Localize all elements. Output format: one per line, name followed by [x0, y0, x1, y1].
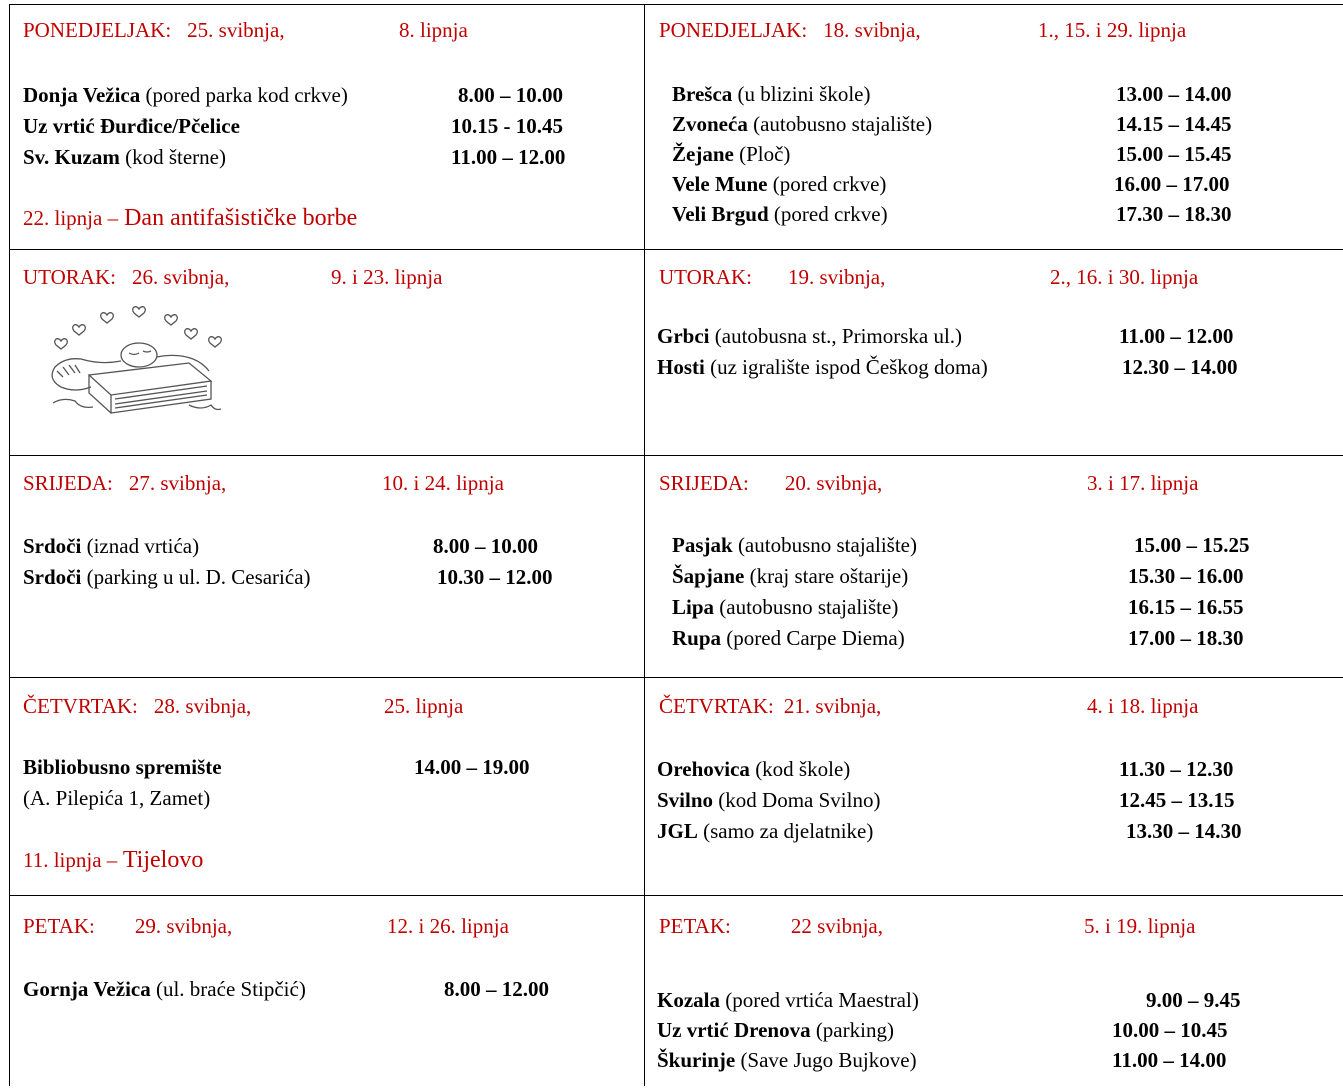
stop-time: 9.00 – 9.45	[1146, 988, 1241, 1012]
cell-right-friday	[644, 895, 1343, 1086]
day-heading: ČETVRTAK: 28. svibnja,	[23, 694, 252, 718]
cell-right-tuesday	[644, 249, 1343, 455]
cell-right-wednesday	[644, 455, 1343, 677]
stop-row: Brešca (u blizini škole)	[672, 82, 871, 106]
stop-row: Žejane (Ploč)	[672, 142, 791, 166]
stop-row: JGL (samo za djelatnike)	[657, 819, 874, 843]
day-heading: SRIJEDA: 27. svibnja,	[23, 471, 227, 495]
cell-left-wednesday	[9, 455, 644, 677]
day-heading: PONEDJELJAK: 18. svibnja,	[659, 18, 921, 42]
stop-time: 14.00 – 19.00	[414, 755, 530, 779]
stop-row: Pasjak (autobusno stajalište)	[672, 533, 917, 557]
holiday-note: 11. lipnja – Tijelovo	[23, 847, 204, 873]
stop-row: Bibliobusno spremište	[23, 755, 222, 779]
stop-row: Donja Vežica (pored parka kod crkve)	[23, 83, 348, 107]
day-dates: 10. i 24. lipnja	[382, 471, 504, 495]
stop-row: Grbci (autobusna st., Primorska ul.)	[657, 324, 963, 348]
stop-time: 15.30 – 16.00	[1128, 564, 1244, 588]
day-dates: 3. i 17. lipnja	[1087, 471, 1199, 495]
day-dates: 9. i 23. lipnja	[331, 265, 443, 289]
stop-time: 12.45 – 13.15	[1119, 788, 1235, 812]
stop-row: Orehovica (kod škole)	[657, 757, 851, 781]
stop-time: 10.30 – 12.00	[437, 565, 553, 589]
stop-row: Hosti (uz igralište ispod Češkog doma)	[657, 355, 988, 379]
day-dates: 25. lipnja	[384, 694, 464, 718]
cell-left-thursday	[9, 677, 644, 895]
stop-time: 8.00 – 12.00	[444, 977, 549, 1001]
stop-row: Šapjane (kraj stare oštarije)	[672, 564, 909, 588]
stop-row: Zvoneća (autobusno stajalište)	[672, 112, 933, 136]
stop-row: Sv. Kuzam (kod šterne)	[23, 145, 226, 169]
stop-time: 8.00 – 10.00	[458, 83, 563, 107]
stop-time: 13.30 – 14.30	[1126, 819, 1242, 843]
day-dates: 2., 16. i 30. lipnja	[1050, 265, 1199, 289]
cell-left-friday	[9, 895, 644, 1086]
stop-time: 17.30 – 18.30	[1116, 202, 1232, 226]
stop-time: 11.00 – 12.00	[451, 145, 566, 169]
stop-time: 11.00 – 14.00	[1112, 1048, 1227, 1072]
stop-time: 15.00 – 15.25	[1134, 533, 1250, 557]
stop-row: Škurinje (Save Jugo Bujkove)	[657, 1048, 917, 1072]
cell-right-monday	[644, 4, 1343, 249]
day-dates: 8. lipnja	[399, 18, 468, 42]
stop-row: Svilno (kod Doma Svilno)	[657, 788, 881, 812]
schedule-table	[9, 4, 1343, 1086]
stop-row: Kozala (pored vrtića Maestral)	[657, 988, 919, 1012]
stop-time: 16.00 – 17.00	[1114, 172, 1230, 196]
holiday-note: 22. lipnja – Dan antifašističke borbe	[23, 205, 358, 231]
stop-row: Gornja Vežica (ul. braće Stipčić)	[23, 977, 306, 1001]
stop-time: 17.00 – 18.30	[1128, 626, 1244, 650]
day-dates: 4. i 18. lipnja	[1087, 694, 1199, 718]
stop-row: Lipa (autobusno stajalište)	[672, 595, 899, 619]
day-heading: UTORAK: 26. svibnja,	[23, 265, 230, 289]
stop-time: 11.00 – 12.00	[1119, 324, 1234, 348]
day-heading: UTORAK: 19. svibnja,	[659, 265, 886, 289]
stop-address: (A. Pilepića 1, Zamet)	[23, 786, 211, 810]
day-dates: 1., 15. i 29. lipnja	[1038, 18, 1187, 42]
cell-left-monday	[9, 4, 644, 249]
sleeping-reader-illustration	[39, 305, 224, 425]
day-dates: 12. i 26. lipnja	[387, 914, 509, 938]
stop-row: Veli Brgud (pored crkve)	[672, 202, 888, 226]
day-heading: PETAK: 29. svibnja,	[23, 914, 233, 938]
stop-time: 10.15 - 10.45	[451, 114, 563, 138]
day-heading: ČETVRTAK: 21. svibnja,	[659, 694, 882, 718]
stop-row: Vele Mune (pored crkve)	[672, 172, 887, 196]
day-heading: PETAK: 22 svibnja,	[659, 914, 883, 938]
stop-time: 14.15 – 14.45	[1116, 112, 1232, 136]
stop-row: Srdoči (iznad vrtića)	[23, 534, 200, 558]
stop-time: 15.00 – 15.45	[1116, 142, 1232, 166]
day-heading: PONEDJELJAK: 25. svibnja,	[23, 18, 285, 42]
day-heading: SRIJEDA: 20. svibnja,	[659, 471, 883, 495]
stop-time: 12.30 – 14.00	[1122, 355, 1238, 379]
stop-time: 13.00 – 14.00	[1116, 82, 1232, 106]
day-dates: 5. i 19. lipnja	[1084, 914, 1196, 938]
stop-time: 11.30 – 12.30	[1119, 757, 1234, 781]
stop-time: 8.00 – 10.00	[433, 534, 538, 558]
stop-time: 16.15 – 16.55	[1128, 595, 1244, 619]
stop-row: Uz vrtić Đurđice/Pčelice	[23, 114, 240, 138]
stop-row: Srdoči (parking u ul. D. Cesarića)	[23, 565, 311, 589]
stop-row: Rupa (pored Carpe Diema)	[672, 626, 905, 650]
cell-left-tuesday	[9, 249, 644, 455]
cell-right-thursday	[644, 677, 1343, 895]
stop-time: 10.00 – 10.45	[1112, 1018, 1228, 1042]
stop-row: Uz vrtić Drenova (parking)	[657, 1018, 894, 1042]
